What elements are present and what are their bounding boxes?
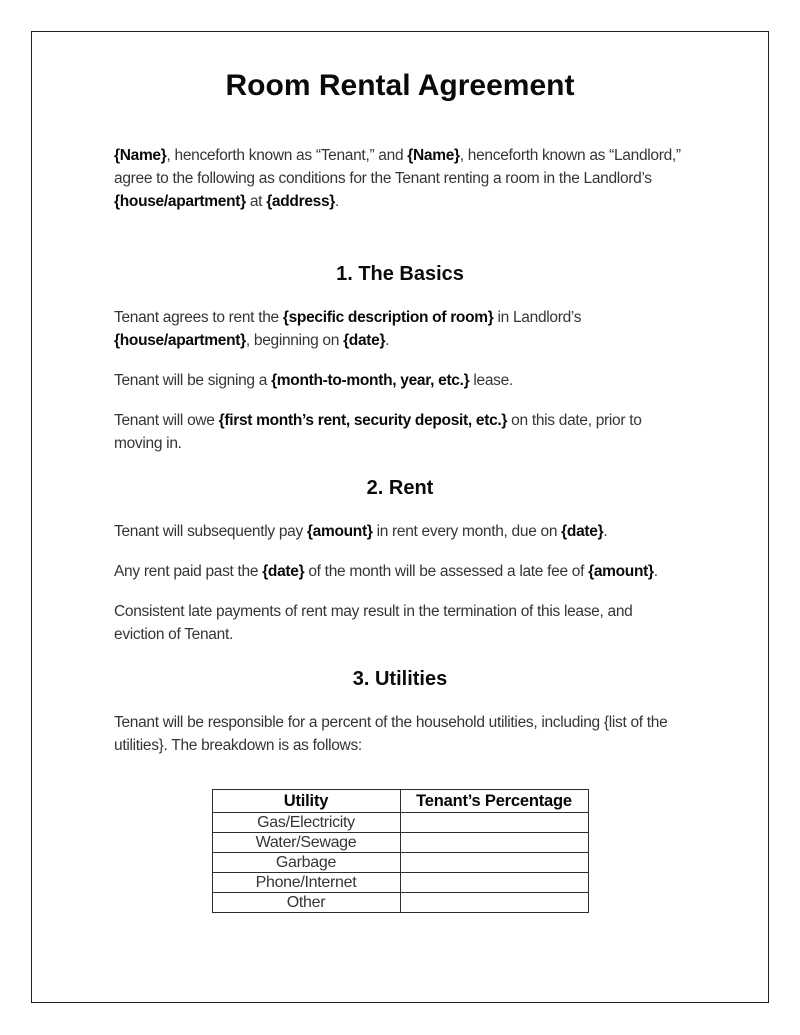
- paragraph: Tenant will be responsible for a percent of the household utilities, including {list of the utilities}. The breakdown is as follows:: [114, 714, 668, 754]
- utilities-table-head: [212, 790, 588, 813]
- utility-cell: Gas/Electricity: [212, 813, 400, 833]
- utilities-table-header-percentage: Tenant’s Percentage: [400, 790, 588, 813]
- percentage-cell: [400, 873, 588, 893]
- percentage-cell: [400, 853, 588, 873]
- section-basics: [114, 261, 686, 455]
- utility-cell: Other: [212, 893, 400, 913]
- paragraph: Any rent paid past the {date} of the month will be assessed a late fee of {amount}.: [114, 563, 658, 580]
- paragraph: Tenant will subsequently pay {amount} in rent every month, due on {date}.: [114, 523, 608, 540]
- section-heading-basics: 1. The Basics: [336, 263, 464, 285]
- document-body: [32, 32, 768, 913]
- paragraph: Consistent late payments of rent may result in the termination of this lease, and eviction of Tenant.: [114, 603, 633, 643]
- section-utilities: [114, 666, 686, 913]
- section-heading-utilities: 3. Utilities: [352, 668, 448, 690]
- utilities-table: [212, 789, 589, 913]
- paragraph: Tenant will owe {first month’s rent, security deposit, etc.} on this date, prior to moving in.: [114, 412, 642, 452]
- table-row: [212, 853, 588, 873]
- utility-cell: Garbage: [212, 853, 400, 873]
- table-row: [212, 873, 588, 893]
- percentage-cell: [400, 813, 588, 833]
- percentage-cell: [400, 833, 588, 853]
- percentage-cell: [400, 893, 588, 913]
- utility-cell: Water/Sewage: [212, 833, 400, 853]
- document-title: Room Rental Agreement: [225, 69, 575, 102]
- section-rent: [114, 475, 686, 646]
- table-header-row: [212, 790, 588, 813]
- utilities-table-header-utility: Utility: [212, 790, 400, 813]
- table-row: [212, 833, 588, 853]
- paragraph: Tenant agrees to rent the {specific description of room} in Landlord’s {house/apartment}, beginning on {date}.: [114, 309, 582, 349]
- paragraph: Tenant will be signing a {month-to-month, year, etc.} lease.: [114, 372, 513, 389]
- table-row: [212, 893, 588, 913]
- section-heading-rent: 2. Rent: [366, 477, 434, 499]
- utility-cell: Phone/Internet: [212, 873, 400, 893]
- table-row: [212, 813, 588, 833]
- page-border: [31, 31, 769, 1003]
- utilities-table-body: [212, 813, 588, 913]
- intro-paragraph: {Name}, henceforth known as “Tenant,” and {Name}, henceforth known as “Landlord,” agree to the following as conditions for the Tenant renting a room in the Landlord’s {house/apartment} at {address}.: [114, 147, 681, 210]
